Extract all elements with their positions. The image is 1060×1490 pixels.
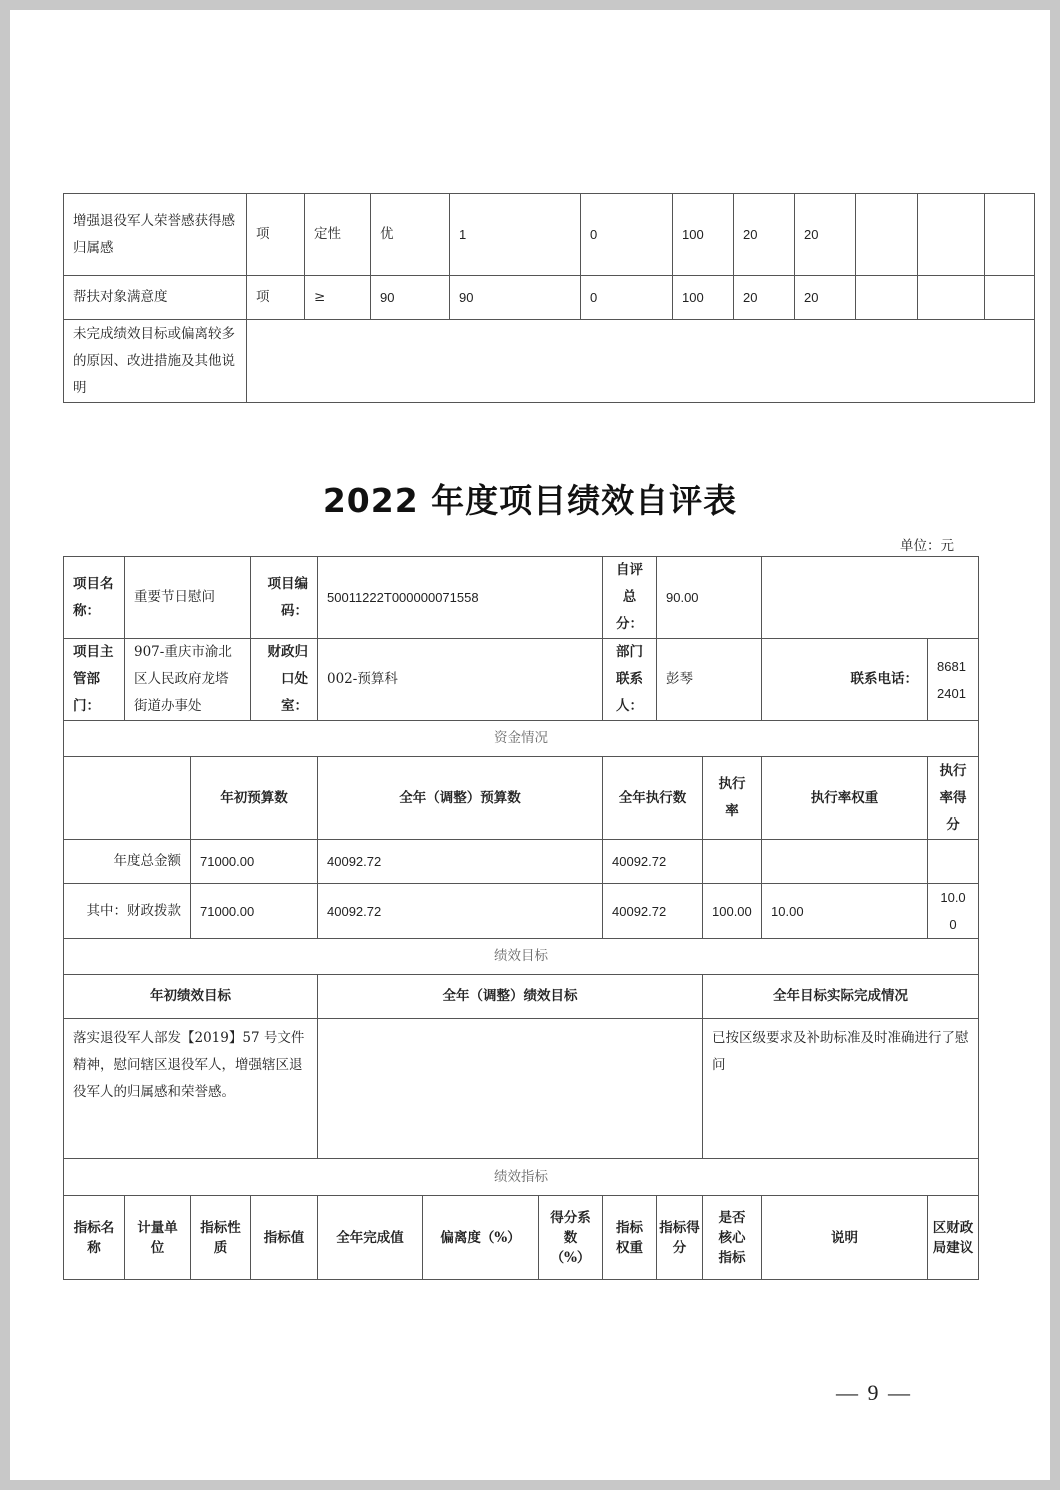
col-header: 全年目标实际完成情况 [703,975,979,1019]
project-code: 50011222T000000071558 [318,557,603,639]
empty-cell [64,757,191,840]
dept-value: 907-重庆市渝北区人民政府龙塔街道办事处 [125,639,251,721]
initial-budget: 71000.00 [191,884,318,939]
row-label: 年度总金额 [64,840,191,884]
adjusted-budget: 40092.72 [318,884,603,939]
indicator-name: 增强退役军人荣誉感获得感归属感 [64,194,247,276]
indicator-weight: 20 [734,194,795,276]
empty-cell [985,194,1035,276]
col-header: 全年（调整）预算数 [318,757,603,840]
empty-cell [985,276,1035,320]
indicator-nature: ≥ [305,276,371,320]
rate-score [928,840,979,884]
col-header: 执行率 [703,757,762,840]
col-header: 偏离度（%） [423,1196,539,1280]
indicator-unit: 项 [247,194,305,276]
table-row [64,975,979,1019]
table-row [64,884,979,939]
indicator-deviation: 0 [581,276,673,320]
table-row [64,757,979,840]
goal-completion: 已按区级要求及补助标准及时准确进行了慰问 [703,1019,979,1159]
indicator-score: 20 [795,194,856,276]
table-row [64,639,979,721]
total-score: 90.00 [657,557,762,639]
col-header: 年初预算数 [191,757,318,840]
execution-rate: 100.00 [703,884,762,939]
rate-weight [762,840,928,884]
indicator-actual: 90 [450,276,581,320]
table-row [64,840,979,884]
project-name: 重要节日慰问 [125,557,251,639]
col-header: 是否核心指标 [703,1196,762,1280]
note-content [247,320,1035,403]
finance-label: 财政归口处室： [251,639,318,721]
rate-weight: 10.00 [762,884,928,939]
col-header: 年初绩效目标 [64,975,318,1019]
project-code-label: 项目编码： [251,557,318,639]
indicator-target: 90 [371,276,450,320]
initial-budget: 71000.00 [191,840,318,884]
table-row [64,557,979,639]
note-label: 未完成绩效目标或偏离较多的原因、改进措施及其他说明 [64,320,247,403]
executed-amount: 40092.72 [603,840,703,884]
dept-label: 项目主管部门： [64,639,125,721]
col-header: 指标得分 [657,1196,703,1280]
indicator-nature: 定性 [305,194,371,276]
table-row [64,276,1035,320]
col-header: 全年（调整）绩效目标 [318,975,703,1019]
col-header: 指标名称 [64,1196,125,1280]
col-header: 执行率权重 [762,757,928,840]
empty-cell [856,194,918,276]
col-header: 得分系数（%） [539,1196,603,1280]
table-row [64,320,1035,403]
indicators-section-header: 绩效指标 [64,1159,979,1196]
indicator-score: 20 [795,276,856,320]
table-row [64,1196,979,1280]
indicator-continuation-table [63,193,1035,403]
execution-rate [703,840,762,884]
col-header: 指标权重 [603,1196,657,1280]
table-row [64,194,1035,276]
section-row [64,1159,979,1196]
indicator-deviation: 0 [581,194,673,276]
empty-cell [762,557,979,639]
initial-goal: 落实退役军人部发【2019】57 号文件精神，慰问辖区退役军人，增强辖区退役军人的归属感和荣誉感。 [64,1019,318,1159]
goals-section-header: 绩效目标 [64,939,979,975]
adjusted-budget: 40092.72 [318,840,603,884]
indicator-coef: 100 [673,276,734,320]
table-row [64,1019,979,1159]
adjusted-goal [318,1019,703,1159]
document-page [10,10,1050,1480]
rate-score: 10.00 [928,884,979,939]
indicator-weight: 20 [734,276,795,320]
empty-cell [918,194,985,276]
phone-label: 联系电话： [762,639,928,721]
section-row [64,721,979,757]
funds-section-header: 资金情况 [64,721,979,757]
page-number: — 9 — [836,1380,912,1405]
col-header: 全年完成值 [318,1196,423,1280]
empty-cell [918,276,985,320]
indicator-actual: 1 [450,194,581,276]
phone-value: 86812401 [928,639,979,721]
col-header: 全年执行数 [603,757,703,840]
contact-label: 部门联系人： [603,639,657,721]
contact-value: 彭琴 [657,639,762,721]
col-header: 指标性质 [191,1196,251,1280]
col-header: 说明 [762,1196,928,1280]
indicator-target: 优 [371,194,450,276]
executed-amount: 40092.72 [603,884,703,939]
col-header: 执行率得分 [928,757,979,840]
project-name-label: 项目名称： [64,557,125,639]
self-evaluation-table [63,556,979,1280]
row-label: 其中：财政拨款 [64,884,191,939]
finance-value: 002-预算科 [318,639,603,721]
section-row [64,939,979,975]
col-header: 区财政局建议 [928,1196,979,1280]
empty-cell [856,276,918,320]
indicator-unit: 项 [247,276,305,320]
indicator-coef: 100 [673,194,734,276]
page-title: 2022 年度项目绩效自评表 [322,481,738,520]
indicator-name: 帮扶对象满意度 [64,276,247,320]
col-header: 指标值 [251,1196,318,1280]
col-header: 计量单位 [125,1196,191,1280]
score-label: 自评总分： [603,557,657,639]
unit-label: 单位：元 [900,538,954,554]
